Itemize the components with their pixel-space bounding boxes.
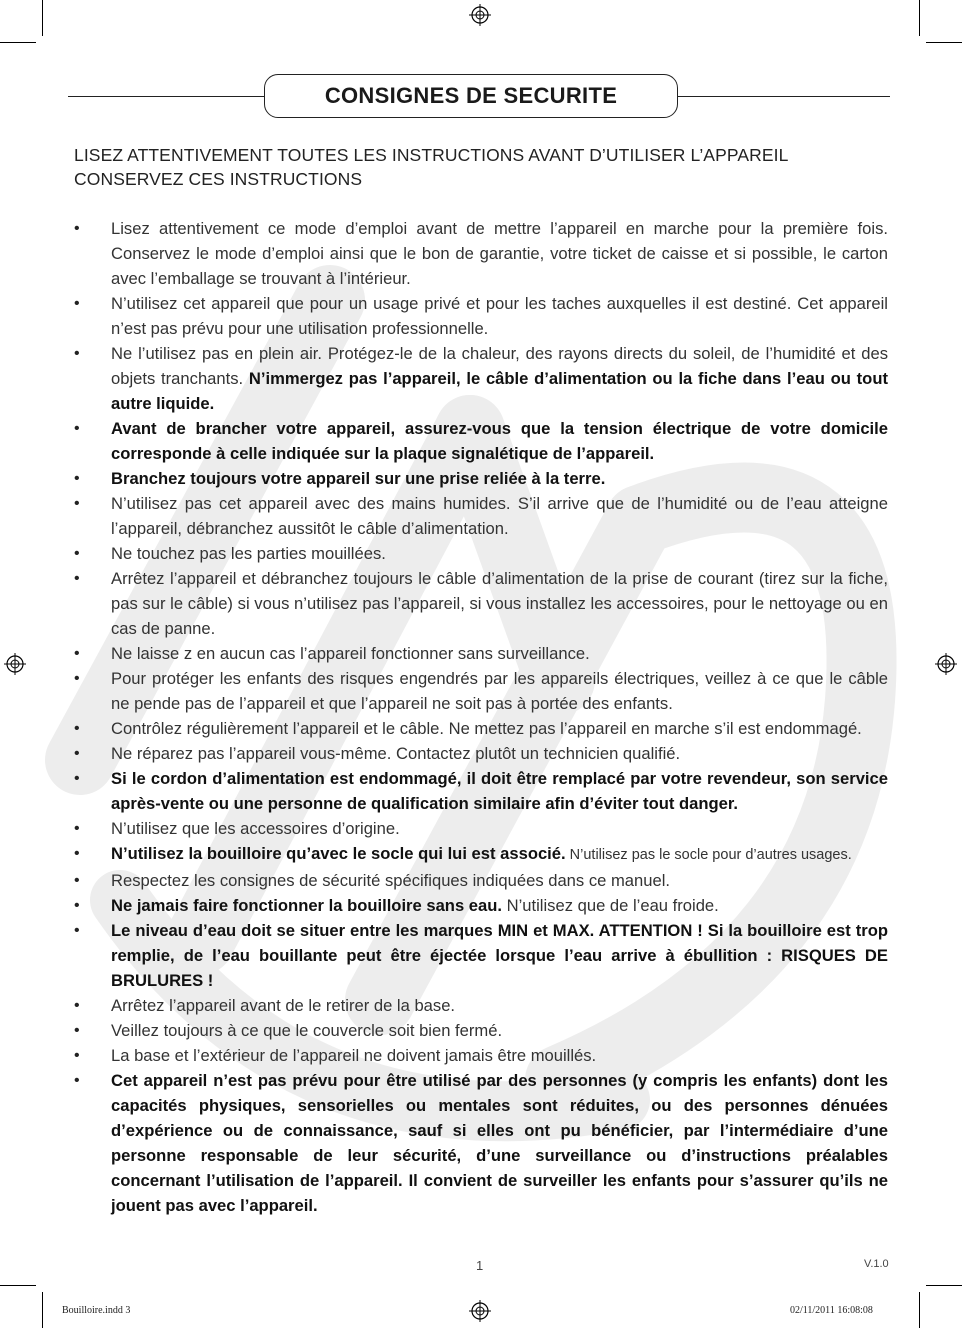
list-item: • La base et l’extérieur de l’appareil ne doivent jamais être mouillés. (74, 1043, 888, 1068)
list-item: • Lisez attentivement ce mode d’emploi avant de mettre l’appareil en marche pour la première fois. Conservez le mode d’emploi ainsi que le bon de garantie, votre ticket de caisse et si possible, le carton avec l’emballage se trouvant à l’intérieur. (74, 216, 888, 291)
list-item: • Cet appareil n’est pas prévu pour être utilisé par des personnes (y compris les enfants) dont les capacités physiques, sensorielles ou mentales sont réduites, ou des personnes dénuées d’expérience ou de connaissance, sauf si elles ont pu bénéficier, par l’intermédiaire d’une personne responsable de leur sécurité, d’une surveillance ou d’instructions préalables concernant l’utilisation de l’appareil. Il convient de surveiller les enfants pour s’assurer qu’ils ne jouent pas avec l’appareil. (74, 1068, 888, 1218)
crop-mark (926, 1285, 962, 1286)
crop-mark (926, 42, 962, 43)
registration-mark-icon (469, 1300, 491, 1322)
list-item: • Ne jamais faire fonctionner la bouilloire sans eau. N’utilisez que de l’eau froide. (74, 893, 888, 918)
intro-line: CONSERVEZ CES INSTRUCTIONS (74, 169, 363, 189)
file-slug: Bouilloire.indd 3 (62, 1305, 131, 1316)
crop-mark (0, 1285, 36, 1286)
list-item: • N’utilisez que les accessoires d’origine. (74, 816, 888, 841)
list-item: • Le niveau d’eau doit se situer entre les marques MIN et MAX. ATTENTION ! Si la bouilloire est trop remplie, de l’eau bouillante peut être éjectée lorsque l’eau arrive à ébullition : RISQUES DE BRULURES ! (74, 918, 888, 993)
page-number: 1 (476, 1258, 484, 1273)
page-title (264, 74, 678, 118)
list-item: • Ne laisse z en aucun cas l’appareil fonctionner sans surveillance. (74, 641, 888, 666)
crop-mark (42, 0, 43, 36)
date-slug: 02/11/2011 16:08:08 (790, 1305, 873, 1316)
registration-mark-icon (4, 653, 26, 675)
version-label: V.1.0 (864, 1258, 889, 1270)
list-item: • Ne l’utilisez pas en plein air. Protégez-le de la chaleur, des rayons directs du soleil, de l’humidité et des objets tranchants. N’immergez pas l’appareil, le câble d’alimentation ou la fiche dans l’eau ou tout autre liquide. (74, 341, 888, 416)
title-rule-right (678, 96, 890, 97)
registration-mark-icon (469, 4, 491, 26)
list-item: • Branchez toujours votre appareil sur une prise reliée à la terre. (74, 466, 888, 491)
page-title-text: CONSIGNES DE SECURITE (324, 83, 618, 108)
list-item: • Veillez toujours à ce que le couvercle soit bien fermé. (74, 1018, 888, 1043)
list-item: • Si le cordon d’alimentation est endommagé, il doit être remplacé par votre revendeur, son service après-vente ou une personne de qualification similaire afin d’éviter tout danger. (74, 766, 888, 816)
list-item: • N’utilisez pas cet appareil avec des mains humides. S’il arrive que de l’humidité ou de l’eau atteigne l’appareil, débranchez aussitôt le câble d’alimentation. (74, 491, 888, 541)
crop-mark (919, 0, 920, 36)
crop-mark (42, 1292, 43, 1328)
safety-rules-list (74, 216, 888, 1218)
crop-mark (919, 1292, 920, 1328)
list-item: • N’utilisez cet appareil que pour un usage privé et pour les taches auxquelles il est destiné. Cet appareil n’est pas prévu pour une utilisation professionnelle. (74, 291, 888, 341)
list-item: • Arrêtez l’appareil avant de le retirer de la base. (74, 993, 888, 1018)
intro-block (74, 143, 788, 191)
list-item: • Arrêtez l’appareil et débranchez toujours le câble d’alimentation de la prise de courant (tirez sur la fiche, pas sur le câble) si vous n’utilisez pas l’appareil, si vous installez les accessoires, pour le nettoyage ou en cas de panne. (74, 566, 888, 641)
title-rule-left (68, 96, 264, 97)
crop-mark (0, 42, 36, 43)
list-item: • N’utilisez la bouilloire qu’avec le socle qui lui est associé. N’utilisez pas le socle pour d’autres usages. (74, 841, 888, 868)
list-item: • Respectez les consignes de sécurité spécifiques indiquées dans ce manuel. (74, 868, 888, 893)
list-item: • Ne réparez pas l’appareil vous-même. Contactez plutôt un technicien qualifié. (74, 741, 888, 766)
list-item: • Ne touchez pas les parties mouillées. (74, 541, 888, 566)
list-item: • Contrôlez régulièrement l’appareil et le câble. Ne mettez pas l’appareil en marche s’il est endommagé. (74, 716, 888, 741)
list-item: • Avant de brancher votre appareil, assurez-vous que la tension électrique de votre domicile corresponde à celle indiquée sur la plaque signalétique de l’appareil. (74, 416, 888, 466)
intro-line: LISEZ ATTENTIVEMENT TOUTES LES INSTRUCTIONS AVANT D’UTILISER L’APPAREIL (74, 145, 789, 165)
list-item: • Pour protéger les enfants des risques engendrés par les appareils électriques, veillez à ce que le câble ne pende pas de l’appareil et que l’appareil ne soit pas à portée des enfants. (74, 666, 888, 716)
registration-mark-icon (935, 653, 957, 675)
